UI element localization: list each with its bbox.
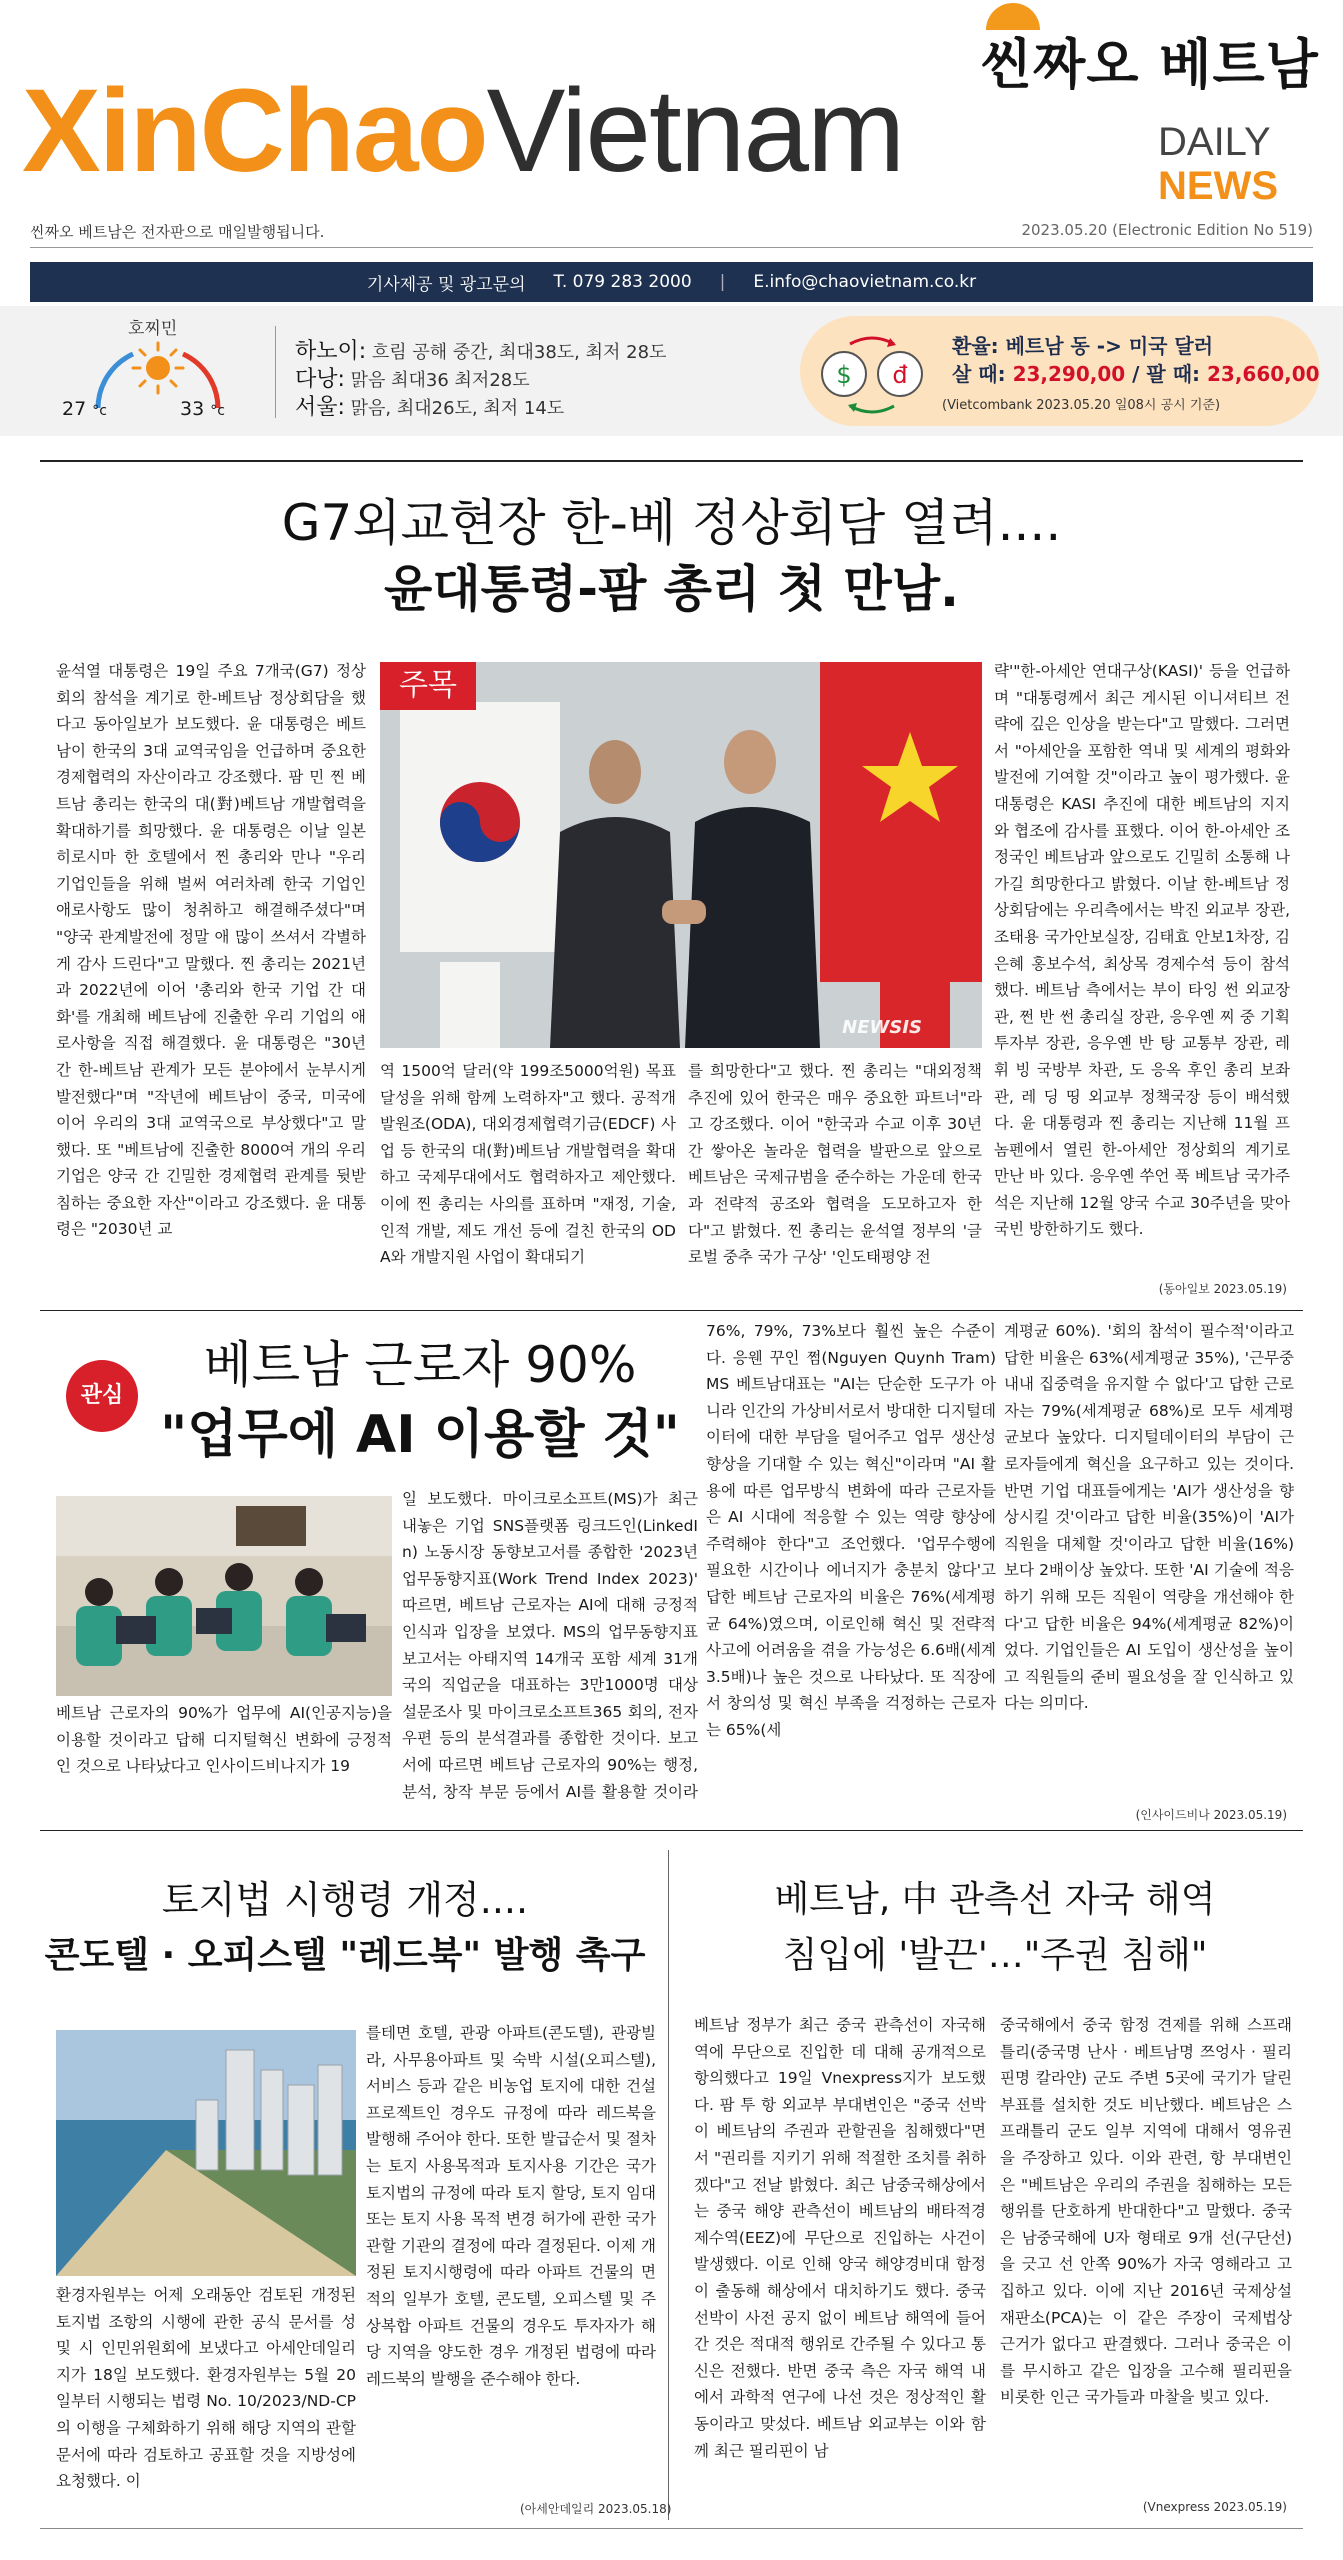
- forecast-danang: 다낭: 맑음 최대36 최저28도: [295, 367, 530, 392]
- article1-col2: 역 1500억 달러(약 199조5000억원) 목표 달성을 위해 함께 노력하자"고 했다. 공적개발원조(ODA), 대외경제협력기금(EDCF) 사업 등 한국의 대(對)베트남 개발협력을 확대하고 국제무대에서도 협력하자고 제안했다. 이에 찐 총리는 사의를 표하며 "재정, 기술, 인적 개발, 제도 개선 등에 걸친 한국의 ODA와 개발지원 사업이 확대되기: [380, 1062, 676, 1267]
- exchange-title: 환율: 베트남 동 -> 미국 달러: [952, 334, 1214, 358]
- masthead-divider: [30, 247, 1313, 248]
- article4-col2: 중국해에서 중국 함정 견제를 위해 스프래틀리(중국명 난사 · 베트남명 쯔엉사 · 필리핀명 칼라얀) 군도 주변 5곳에 국기가 달린 부표를 설치한 것도 비난했다. 베트남은 스프래틀리 군도 일부 지역에 대해서 영유권을 주장하고 있다. 이와 관련, 항 부대변인은 "베트남은 우리의 주권을 침해하는 모든 행위를 단호하게 반대한다"고 말했다. 중국은 남중국해에 U자 형태로 9개 선(구단선)을 긋고 선 안쪽 90%가 자국 영해라고 고집하고 있다. 이에 지난 2016년 국제상설재판소(PCA)는 이 같은 주장이 국제법상 근거가 없다고 판결했다. 그러나 중국은 이를 무시하고 같은 입장을 고수해 필리핀을 비롯한 인근 국가들과 마찰을 빚고 있다.: [1000, 2016, 1292, 2407]
- article2-col2: 일 보도했다. 마이크로소프트(MS)가 최근 내놓은 기업 SNS플랫폼 링크드인(LinkedIn) 노동시장 동향보고서를 종합한 '2023년 업무동향지표(Work Trend Index 2023)' 따르면, 베트남 근로자는 AI에 대해 긍정적 인식과 입장을 보였다. MS의 업무동향지표 보고서는 아태지역 14개국 포함 세계 31개국의 직업군을 대표하는 3만1000명 대상 설문조사 및 마이크로소프트365 회의, 전자우편 등의 분석결과를 종합한 것이다. 보고서에 따르면 베트남 근로자의 90%는 행정, 분석, 창작 부문 등에서 AI를 활용할 것이라: [402, 1490, 698, 1801]
- korean-logo: [980, 22, 1319, 99]
- article1-col3: 를 희망한다"고 했다. 찐 총리는 "대외정책 추진에 있어 한국은 매우 중요한 파트너"라고 강조했다. 이어 "한국과 수교 이후 30년간 쌓아온 놀라운 협력을 발판으로 앞으로 베트남은 국제규범을 준수하는 가운데 한국과 전략적 공조와 협력을 도모하고자 한다"고 밝혔다. 찐 총리는 윤석열 정부의 '글로벌 중추 국가 구상' '인도태평양 전: [688, 1062, 982, 1267]
- article4-source: (Vnexpress 2023.05.19): [1142, 2500, 1287, 2514]
- article3-headline-line1: 토지법 시행령 개정....: [161, 1878, 529, 1922]
- article1-col1: 윤석열 대통령은 19일 주요 7개국(G7) 정상회의 참석을 계기로 한-베트남 정상회담을 했다고 동아일보가 보도했다. 윤 대통령은 베트남이 한국의 3대 교역국임을 언급하며 중요한 경제협력의 자산이라고 강조했다. 팜 민 찐 베트남 총리는 한국의 대(對)베트남 개발협력을 확대하기를 희망했다. 윤 대통령은 이날 일본 히로시마 한 호텔에서 찐 총리와 만나 "우리 기업인들을 위해 벌써 여러차례 한국 기업인 애로사항도 많이 청취하고 해결해주셨다"며 "양국 관계발전에 정말 애 많이 쓰셔서 각별하게 감사 드린다"고 말했다. 찐 총리는 2021년과 2022년에 이어 '총리와 한국 기업 간 대화'를 개최해 베트남에 진출한 우리 기업의 애로사항을 직접 해결했다. 윤 대통령은 "30년간 한-베트남 관계가 모든 분야에서 눈부시게 발전했다"며 "작년에 베트남이 중국, 미국에 이어 우리의 3대 교역국으로 부상했다"고 말했다. 또 "베트남에 진출한 8000여 개의 우리 기업은 양국 간 긴밀한 경제협력 관계를 뒷받침하는 중요한 자산"이라고 강조했다. 윤 대통령은 "2030년 교: [56, 662, 366, 1239]
- article1-headline: [0, 490, 1343, 622]
- section-divider: [40, 460, 1303, 462]
- edition-info: 2023.05.20 (Electronic Edition No 519): [1021, 221, 1313, 239]
- article3-headline: [40, 1872, 650, 1984]
- article2-photo: [56, 1496, 392, 1696]
- article4-headline: [680, 1872, 1310, 1984]
- beach-city-photo-illustration: [56, 2030, 356, 2276]
- tagline: 씬짜오 베트남은 전자판으로 매일발행됩니다.: [30, 223, 325, 241]
- article2-headline-line2: "업무에 AI 이용할 것": [160, 1405, 680, 1465]
- article1-photo: [380, 662, 982, 1048]
- bottom-border: [40, 2528, 1303, 2529]
- temp-high: 33 °c: [180, 398, 225, 420]
- brand-logo: [22, 65, 904, 197]
- article2-headline: [155, 1330, 685, 1470]
- article2-col4: 계평균 60%). '회의 참석이 필수적'이라고 답한 비율은 63%(세계평균 35%), '근무중 내내 집중력을 유지할 수 없다'고 답한 근로자는 79%(세계평균 68%)로 모두 세계평균보다 높았다. 디지털데이터의 부담이 근로자들에게 혁신을 요구하고 있는 것이다. 반면 기업 대표들에게는 'AI가 생산성을 향상시킬 것'이라고 답한 비율(35%)이 'AI가 직원을 대체할 것'이라고 답한 비율(16%)보다 2배이상 높았다. 또한 'AI 기술에 적응하기 위해 모든 직원이 역량을 개선해야 한다'고 답한 비율은 94%(세계평균 82%)이었다. 기업인들은 AI 도입이 생산성을 높이고 직원들의 준비 필요성을 잘 인식하고 있다는 의미다.: [1004, 1322, 1294, 1713]
- column-divider: [668, 1850, 669, 2520]
- article3-col2: 환경자원부는 어제 오래동안 검토된 개정된 토지법 조항의 시행에 관한 공식 문서를 성 및 시 인민위원회에 보냈다고 아세안데일리지가 18일 보도했다. 환경자원부는 5월 20일부터 시행되는 법령 No. 10/2023/ND-CP의 이행을 구체화하기 위해 해당 지역의 관할 문서에 따라 검토하고 공표할 것을 지방성에 요청했다. 이: [56, 2286, 356, 2491]
- news-label: NEWS: [1158, 164, 1278, 208]
- exchange-note: (Vietcombank 2023.05.20 일08시 공시 기준): [942, 398, 1221, 413]
- article3-source: (아세안데일리 2023.05.18): [520, 2502, 672, 2516]
- article1-headline-line2: 윤대통령-팜 총리 첫 만남.: [384, 560, 959, 618]
- exchange-rates: 살 때: 23,290,00 / 팔 때: 23,660,00: [952, 362, 1320, 386]
- article1-headline-line1: G7외교현장 한-베 정상회담 열려....: [281, 494, 1062, 552]
- article3-col1: 를테면 호텔, 관광 아파트(콘도텔), 관광빌라, 사무용아파트 및 숙박 시설(오피스텔), 서비스 등과 같은 비농업 토지에 대한 건설 프로젝트인 경우도 규정에 따라 레드북을 발행해 주어야 한다. 또한 발급순서 및 절차는 토지 사용목적과 토지사용 기간은 국가 토지법의 규정에 따라 토지 할당, 토지 임대 또는 토지 사용 목적 변경 허가에 관한 국가 관할 기관의 결정에 따라 결정된다. 이제 개정된 토지시행령에 따라 아파트 건물의 면적의 일부가 호텔, 콘도텔, 오피스텔 및 주상복합 아파트 건물의 경우도 투자자가 해당 지역을 양도한 경우 개정된 법령에 따라 레드북의 발행을 준수해야 한다.: [366, 2024, 656, 2388]
- contact-email[interactable]: E.info@chaovietnam.co.kr: [753, 272, 977, 292]
- article4-col1: 베트남 정부가 최근 중국 관측선이 자국해역에 무단으로 진입한 데 대해 공개적으로 항의했다고 19일 Vnexpress지가 보도했다. 팜 투 항 외교부 부대변인은 "중국 선박이 베트남의 주권과 관할권을 침해했다"면서 "권리를 지키기 위해 적절한 조치를 취하겠다"고 전날 밝혔다. 최근 남중국해상에서는 중국 해양 관측선이 베트남의 배타적경제수역(EEZ)에 무단으로 진입하는 사건이 발생했다. 이로 인해 양국 해양경비대 함정이 출동해 해상에서 대치하기도 했다. 중국 선박이 사전 공지 없이 베트남 해역에 들어간 것은 적대적 행위로 간주될 수 있다고 통신은 전했다. 반면 중국 측은 자국 해역 내에서 과학적 연구에 나선 것은 정상적인 활동이라고 맞섰다. 베트남 외교부는 이와 함께 최근 필리핀이 남: [694, 2016, 986, 2460]
- article4-headline-line2: 침입에 '발끈'…"주권 침해": [782, 1935, 1208, 1976]
- weather-divider: [275, 326, 276, 418]
- brand-xinchao: XinChao: [22, 65, 487, 197]
- article1-badge: 주목: [380, 662, 476, 710]
- currency-exchange-icon: [810, 326, 940, 416]
- summit-photo-illustration: [380, 662, 982, 1048]
- article4-headline-line1: 베트남, 中 관측선 자국 해역: [774, 1879, 1216, 1920]
- buy-rate: 23,290,00: [1012, 362, 1126, 386]
- brand-vietnam: Vietnam: [486, 65, 904, 197]
- daily-label: DAILY: [1158, 120, 1271, 164]
- article3-headline-line2: 콘도텔 · 오피스텔 "레드북" 발행 촉구: [44, 1935, 646, 1976]
- article2-badge: 관심: [66, 1360, 138, 1432]
- contact-phone: T. 079 283 2000: [553, 272, 692, 292]
- forecast-seoul: 서울: 맑음, 최대26도, 최저 14도: [295, 395, 565, 420]
- article2-col3: 76%, 79%, 73%보다 훨씬 높은 수준이다. 응웬 꾸인 쩜(Nguyen Quynh Tram) MS 베트남대표는 "AI는 단순한 도구가 아니라 인간의 가상비서로서 방대한 디지털데이터에 대한 부담을 덜어주고 업무 생산성 향상을 기대할 수 있는 혁신"이라며 "AI 활용에 따른 업무방식 변화에 따라 근로자들은 AI 시대에 적응할 수 있는 역량 향상에 주력해야 한다"고 조언했다. '업무수행에 필요한 시간이나 에너지가 충분치 않다'고 답한 베트남 근로자의 비율은 76%(세계평균 64%)였으며, 이로인해 혁신 및 전략적 사고에 어려움을 겪을 가능성은 6.6배(세계 3.5배)나 높은 것으로 나타났다. 또 직장에서 창의성 및 혁신 부족을 걱정하는 근로자는 65%(세: [706, 1322, 996, 1739]
- weather-city: 호찌민: [128, 319, 178, 339]
- article2-source: (인사이드비나 2023.05.19): [1135, 1808, 1287, 1822]
- korean-logo-text: 씬짜오 베트남: [980, 33, 1319, 96]
- contact-bar: [30, 262, 1313, 302]
- workers-photo-illustration: [56, 1496, 392, 1696]
- temp-low: 27 °c: [62, 398, 107, 420]
- sell-rate: 23,660,00: [1206, 362, 1320, 386]
- logo-sun-icon: [978, 2, 1048, 32]
- photo-watermark: NEWSIS: [842, 1017, 922, 1038]
- article1-source: (동아일보 2023.05.19): [1158, 1282, 1287, 1296]
- article3-photo: [56, 2030, 356, 2276]
- article2-headline-line1: 베트남 근로자 90%: [203, 1336, 637, 1394]
- forecast-hanoi: 하노이: 흐림 공해 중간, 최대38도, 최저 28도: [295, 339, 667, 364]
- section-divider: [40, 1310, 1303, 1311]
- svg-text:đ: đ: [892, 361, 908, 389]
- svg-text:$: $: [836, 361, 852, 389]
- contact-label: 기사제공 및 광고문의: [366, 274, 526, 295]
- contact-divider: |: [719, 272, 726, 292]
- article2-col1: 베트남 근로자의 90%가 업무에 AI(인공지능)을 이용할 것이라고 답해 디지털혁신 변화에 긍정적인 것으로 나타났다고 인사이드비나지가 19: [56, 1704, 392, 1776]
- section-divider: [40, 1830, 1303, 1831]
- article1-col4: 략'"한-아세안 연대구상(KASI)' 등을 언급하며 "대통령께서 최근 게시된 이니셔티브 전략에 깊은 인상을 받는다"고 말했다. 그러면서 "아세안을 포함한 역내 및 세계의 평화와 발전에 기여할 것"이라고 높이 평가했다. 윤 대통령은 KASI 추진에 대한 베트남의 지지와 협조에 감사를 표했다. 이어 한-아세안 조정국인 베트남과 앞으로도 긴밀히 소통해 나가길 희망한다고 밝혔다. 이날 한-베트남 정상회담에는 우리측에서는 박진 외교부 장관, 조태용 국가안보실장, 김태효 안보1차장, 김은혜 홍보수석, 최상목 경제수석 등이 참석했다. 베트남 측에서는 부이 타잉 썬 외교장관, 쩐 반 썬 총리실 장관, 응우옌 찌 중 기획투자부 장관, 응우옌 반 탕 교통부 장관, 레 휘 빙 국방부 차관, 도 응옥 후인 총리 보좌관, 레 딩 띵 외교부 정책국장 등이 배석했다. 윤 대통령과 찐 총리는 지난해 11월 프놈펜에서 열린 한-아세안 정상회의 계기로 만난 바 있다. 응우옌 쑤언 푹 베트남 국가주석은 지난해 12월 양국 수교 30주년을 맞아 국빈 방한하기도 했다.: [994, 662, 1290, 1239]
